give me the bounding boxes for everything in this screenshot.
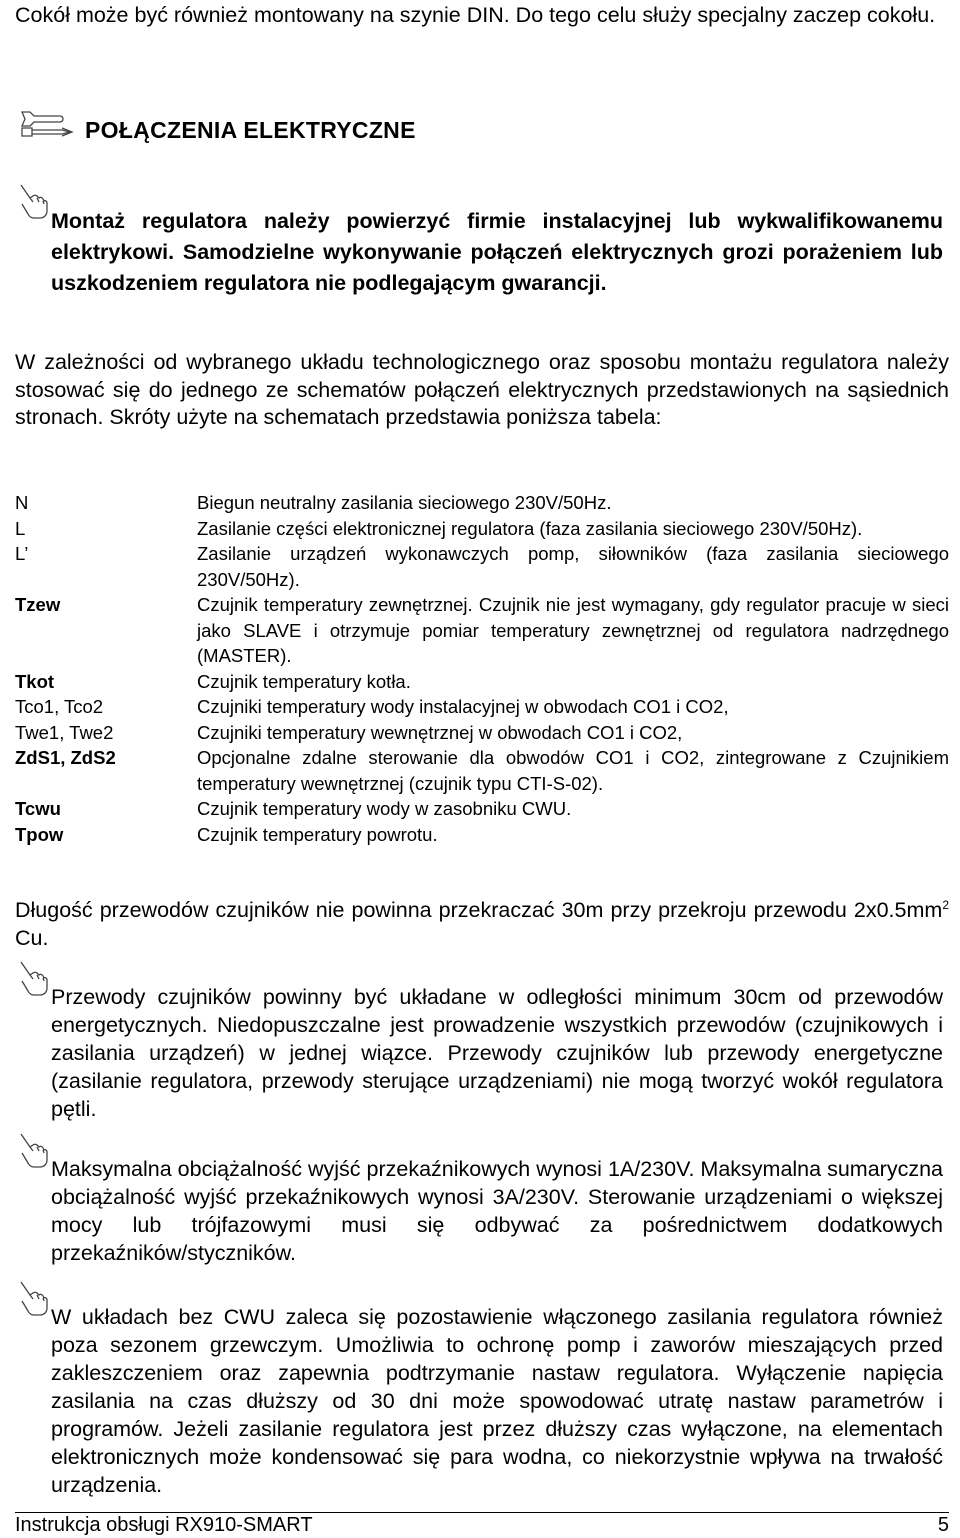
- cable-length-suffix: Cu.: [15, 925, 49, 950]
- abbreviation-row: [15, 541, 949, 592]
- abbreviation-description: Czujniki temperatury wewnętrznej w obwodach CO1 i CO2,: [197, 721, 683, 743]
- pointing-hand-icon: [18, 1132, 50, 1168]
- page-number: 5: [937, 1514, 949, 1536]
- abbreviation-description: Zasilanie urządzeń wykonawczych pomp, siłowników (faza zasilania sieciowego 230V/50Hz).: [197, 543, 949, 590]
- intro-paragraph: Cokół może być również montowany na szynie DIN. Do tego celu służy specjalny zaczep cokołu.: [15, 3, 936, 27]
- abbreviation-row: [15, 490, 949, 516]
- abbreviation-description: Zasilanie części elektronicznej regulatora (faza zasilania sieciowego 230V/50Hz).: [197, 517, 863, 539]
- abbreviation-key: L’: [15, 543, 29, 564]
- abbreviation-key: Tco1, Tco2: [15, 696, 104, 717]
- abbreviation-description: Biegun neutralny zasilania sieciowego 230V/50Hz.: [197, 492, 612, 513]
- abbreviation-row: [15, 669, 949, 695]
- abbreviation-key: Tpow: [15, 823, 64, 845]
- abbreviation-key: Tkot: [15, 670, 55, 692]
- abbreviation-row: [15, 592, 949, 669]
- pointing-hand-icon: [18, 960, 50, 996]
- pointing-hand-icon: [18, 183, 50, 219]
- abbreviation-description: Czujniki temperatury wody instalacyjnej w obwodach CO1 i CO2,: [197, 696, 729, 717]
- abbreviation-row: [15, 694, 949, 720]
- note-relay-load: Maksymalna obciążalność wyjść przekaźnikowych wynosi 1A/230V. Maksymalna sumaryczna obciążalność wyjść przekaźnikowych wynosi 3A/230V. Sterowanie urządzeniami o większej mocy lub trójfazowymi musi się odbywać za pośrednictwem dodatkowych przekaźników/styczników.: [51, 1157, 943, 1265]
- pointing-hand-icon: [18, 1280, 50, 1316]
- abbreviation-row: [15, 745, 949, 796]
- abbreviation-row: [15, 822, 949, 848]
- abbreviation-description: Czujnik temperatury wody w zasobniku CWU.: [197, 798, 572, 819]
- cable-length-paragraph: [15, 897, 949, 952]
- page-footer: [15, 1513, 949, 1537]
- abbreviation-description: Czujnik temperatury powrotu.: [197, 823, 438, 845]
- abbreviation-row: [15, 796, 949, 822]
- abbreviation-row: [15, 720, 949, 746]
- abbreviation-key: Tcwu: [15, 798, 61, 819]
- abbreviation-key: ZdS1, ZdS2: [15, 747, 116, 768]
- note-sensor-cables: Przewody czujników powinny być układane w odległości minimum 30cm od przewodów energetycznych. Niedopuszczalne jest prowadzenie wszystkich przewodów (czujnikowych i zasilania urządzeń) w jednej wiązce. Przewody czujników lub przewody energetyczne (zasilanie regulatora, przewody sterujące urządzeniami) nie mogą tworzyć wokół regulatora pętli.: [51, 985, 943, 1121]
- cable-length-sup: 2: [942, 897, 949, 912]
- abbreviation-description: Czujnik temperatury kotła.: [197, 670, 411, 692]
- abbreviation-description: Czujnik temperatury zewnętrznej. Czujnik nie jest wymagany, gdy regulator pracuje w sieci jako SLAVE i otrzymuje pomiar temperatury zewnętrznej od regulatora nadrzędnego (MASTER).: [197, 594, 949, 666]
- warning-paragraph: Montaż regulatora należy powierzyć firmie instalacyjnej lub wykwalifikowanemu elektrykowi. Samodzielne wykonywanie połączeń elektrycznych grozi porażeniem lub uszkodzeniem regulatora nie podlegającym gwarancji.: [51, 209, 943, 295]
- abbreviation-key: Tzew: [15, 594, 61, 615]
- footer-title: Instrukcja obsługi RX910-SMART: [15, 1514, 313, 1536]
- tools-icon: [18, 108, 76, 144]
- abbreviation-row: [15, 516, 949, 542]
- section-title: POŁĄCZENIA ELEKTRYCZNE: [85, 117, 416, 143]
- abbreviation-key: N: [15, 492, 29, 513]
- abbreviation-key: L: [15, 517, 26, 539]
- schematics-paragraph: W zależności od wybranego układu technologicznego oraz sposobu montażu regulatora należy stosować się do jednego ze schematów połączeń elektrycznych przedstawionych na sąsiednich stronach. Skróty użyte na schematach przedstawia poniższa tabela:: [15, 350, 949, 429]
- note-power-supply: W układach bez CWU zaleca się pozostawienie włączonego zasilania regulatora również poza sezonem grzewczym. Umożliwia to ochronę pomp i zaworów mieszających przed zakleszczeniem oraz zapewnia podtrzymanie nastaw regulatora. Wyłączenie napięcia zasilania na czas dłuższy od 30 dni może spowodować utratę nastaw parametrów i programów. Jeżeli zasilanie regulatora jest przez dłuższy czas wyłączone, na elementach elektronicznych może kondensować się para wodna, co niekorzystnie wpływa na trwałość urządzenia.: [51, 1305, 943, 1497]
- abbreviation-description: Opcjonalne zdalne sterowanie dla obwodów CO1 i CO2, zintegrowane z Czujnikiem temperatury wewnętrznej (czujnik typu CTI-S-02).: [197, 747, 949, 794]
- abbreviations-table: [15, 490, 949, 847]
- cable-length-text: Długość przewodów czujników nie powinna przekraczać 30m przy przekroju przewodu 2x0.5mm: [15, 898, 943, 922]
- abbreviation-key: Twe1, Twe2: [15, 721, 114, 743]
